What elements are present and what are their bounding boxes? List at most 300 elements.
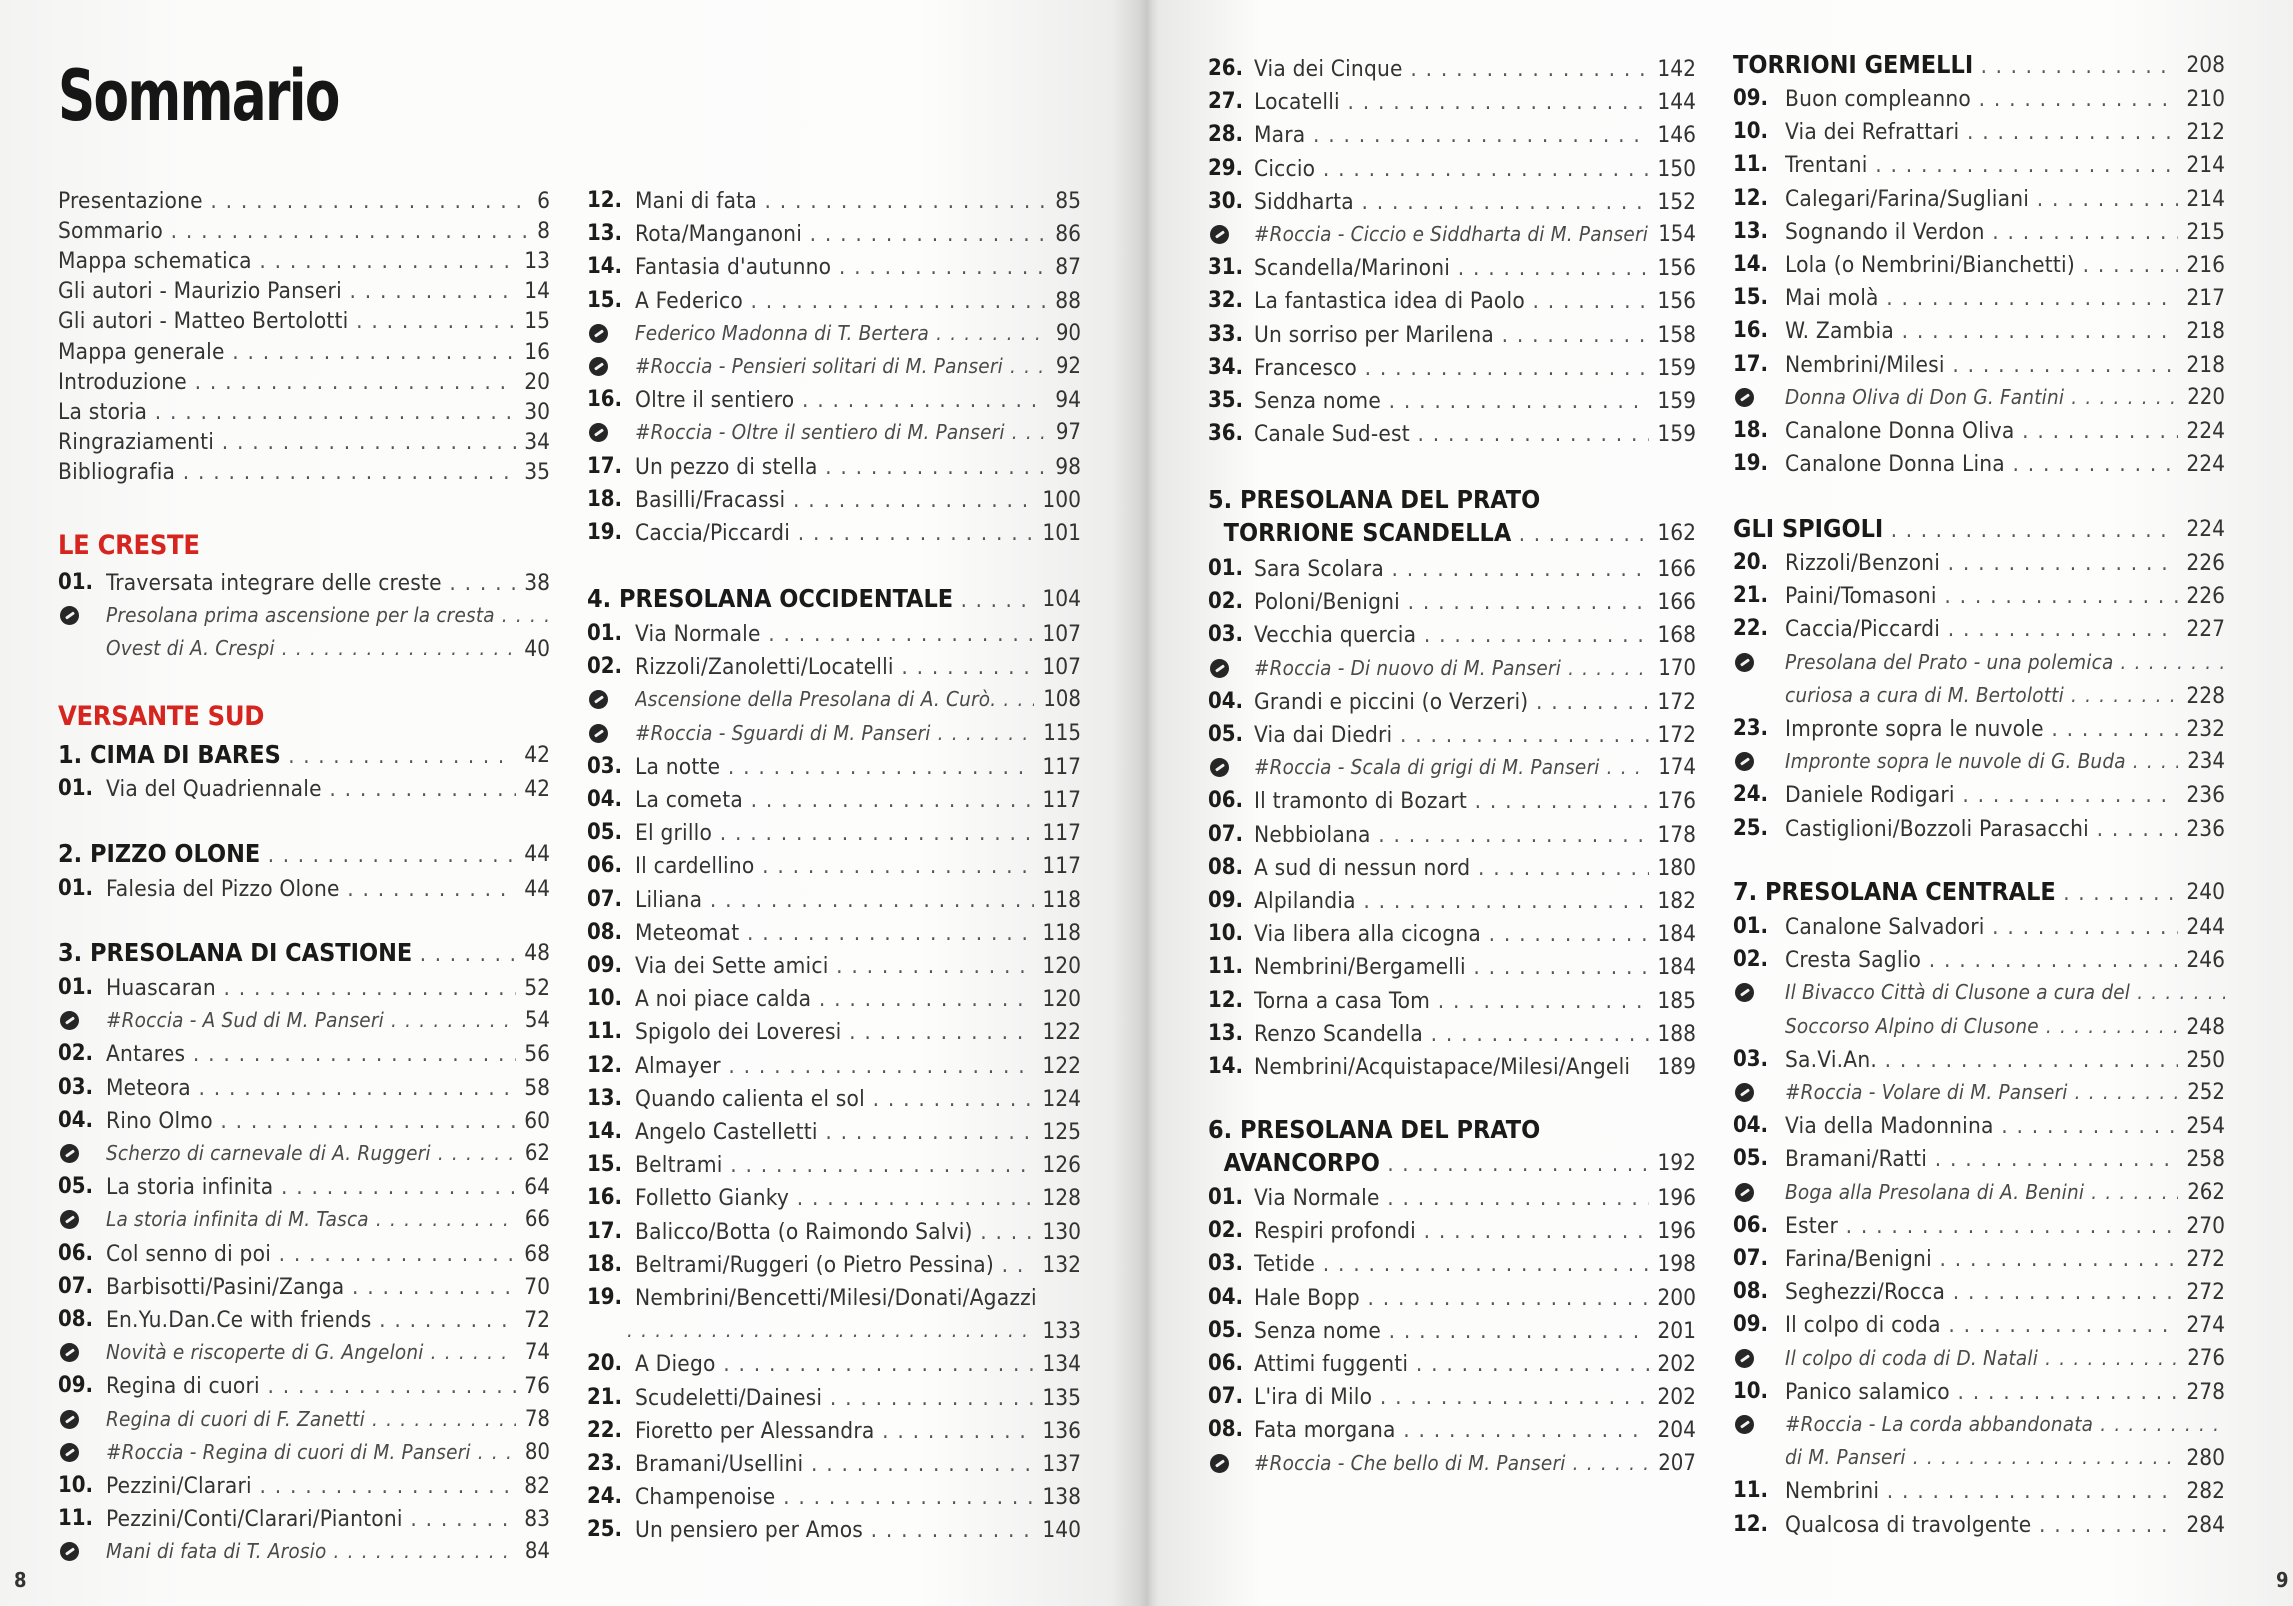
section-heading bbox=[1208, 485, 1696, 519]
entry-page: 87 bbox=[1055, 254, 1081, 281]
rock-climbing-icon bbox=[60, 606, 79, 625]
toc-entry bbox=[587, 1252, 1081, 1282]
toc-entry bbox=[587, 454, 1081, 484]
page-number-left: 8 bbox=[14, 1568, 27, 1592]
entry-page: 236 bbox=[2186, 782, 2225, 809]
toc-entry-continuation bbox=[1733, 683, 2225, 713]
entry-number: 13. bbox=[587, 1085, 623, 1111]
entry-number: 23. bbox=[587, 1451, 623, 1476]
toc-note-entry bbox=[1733, 980, 2225, 1010]
entry-page: 38 bbox=[524, 570, 550, 596]
entry-page: 120 bbox=[1042, 986, 1081, 1013]
entry-page: 156 bbox=[1657, 288, 1696, 315]
rock-climbing-icon bbox=[1210, 659, 1229, 678]
toc-entry bbox=[58, 876, 550, 906]
entry-title: Attimi fuggenti . . . bbox=[1254, 1351, 1649, 1377]
entry-page: 78 bbox=[524, 1406, 550, 1432]
entry-title: Nembrini/Acquistapace/Milesi/Angeli bbox=[1254, 1054, 1631, 1080]
toc-entry bbox=[1733, 1047, 2225, 1077]
entry-title: La notte . . . bbox=[635, 754, 1034, 780]
entry-title: Vecchia quercia . . . bbox=[1254, 622, 1649, 648]
entry-title: Antares . . . bbox=[106, 1041, 516, 1067]
toc-note-entry bbox=[1733, 1080, 2225, 1110]
entry-number: 18. bbox=[1733, 418, 1769, 443]
rock-climbing-icon bbox=[60, 1343, 79, 1362]
toc-entry bbox=[587, 1119, 1081, 1149]
entry-page: 108 bbox=[1043, 687, 1081, 713]
entry-title: Caccia/Piccardi . . . bbox=[635, 520, 1034, 546]
entry-number: 19. bbox=[587, 1285, 623, 1310]
entry-page: 128 bbox=[1042, 1185, 1081, 1212]
entry-page: 6 bbox=[537, 188, 550, 214]
entry-title: Novità e riscoperte di G. Angeloni . . . bbox=[106, 1340, 516, 1364]
toc-entry bbox=[58, 218, 550, 248]
toc-entry bbox=[587, 1086, 1081, 1116]
entry-page: 278 bbox=[2186, 1378, 2225, 1405]
toc-entry bbox=[1733, 152, 2225, 182]
toc-entry bbox=[58, 188, 550, 218]
entry-title: #Roccia - Ciccio e Siddharta di M. Panseri bbox=[1254, 222, 1649, 246]
entry-number: 01. bbox=[1208, 1185, 1244, 1210]
toc-entry bbox=[587, 188, 1081, 218]
toc-entry bbox=[1208, 622, 1696, 652]
toc-entry bbox=[58, 1373, 550, 1403]
entry-page: 60 bbox=[524, 1107, 550, 1134]
entry-title bbox=[627, 1318, 1026, 1342]
rock-climbing-icon bbox=[60, 1542, 79, 1561]
section-heading bbox=[587, 584, 1081, 618]
toc-entry bbox=[1208, 822, 1696, 852]
toc-entry bbox=[58, 1041, 550, 1071]
entry-title: Calegari/Farina/Sugliani . . . bbox=[1785, 186, 2178, 212]
entry-title: Francesco . . . bbox=[1254, 355, 1649, 381]
entry-page: 246 bbox=[2186, 947, 2225, 974]
entry-number: 08. bbox=[1208, 1417, 1244, 1443]
entry-page: 80 bbox=[524, 1439, 550, 1465]
entry-page: 97 bbox=[1055, 420, 1081, 446]
entry-page: 134 bbox=[1042, 1351, 1081, 1378]
entry-page: 76 bbox=[524, 1373, 550, 1400]
entry-title: Basilli/Fracassi . . . bbox=[635, 487, 1034, 513]
entry-number: 16. bbox=[1733, 318, 1769, 344]
toc-entry bbox=[1208, 988, 1696, 1018]
entry-page: 182 bbox=[1657, 888, 1696, 914]
entry-page: 20 bbox=[524, 368, 550, 395]
entry-page: 284 bbox=[2186, 1511, 2225, 1538]
entry-page: 270 bbox=[2186, 1212, 2225, 1239]
entry-page: 117 bbox=[1042, 820, 1081, 847]
entry-number: 05. bbox=[1208, 722, 1244, 747]
entry-page: 83 bbox=[524, 1506, 550, 1533]
toc-note-entry bbox=[1208, 222, 1696, 252]
entry-number: 31. bbox=[1208, 255, 1244, 281]
entry-number: 02. bbox=[1208, 589, 1244, 615]
rock-climbing-icon bbox=[589, 423, 608, 442]
toc-entry bbox=[1733, 318, 2225, 348]
entry-number: 25. bbox=[587, 1517, 623, 1543]
toc-entry bbox=[1208, 1285, 1696, 1315]
toc-entry bbox=[587, 1351, 1081, 1381]
toc-entry bbox=[1208, 56, 1696, 86]
entry-page: 152 bbox=[1657, 188, 1696, 215]
entry-page: 16 bbox=[524, 338, 550, 365]
toc-entry bbox=[1733, 947, 2225, 977]
entry-title: #Roccia - Di nuovo di M. Panseri . . . bbox=[1254, 656, 1649, 680]
entry-title: Nembrini . . . bbox=[1785, 1478, 2178, 1504]
entry-number: 12. bbox=[1733, 1511, 1769, 1537]
toc-entry bbox=[587, 1053, 1081, 1083]
entry-page: 244 bbox=[2186, 914, 2225, 940]
entry-title: Regina di cuori . . . bbox=[106, 1373, 516, 1399]
entry-page: 13 bbox=[524, 248, 550, 275]
rock-climbing-icon bbox=[1735, 653, 1754, 672]
entry-title: Daniele Rodigari . . . bbox=[1785, 782, 2178, 808]
toc-entry bbox=[1208, 355, 1696, 385]
entry-title: Panico salamico . . . bbox=[1785, 1379, 2178, 1405]
entry-number: 04. bbox=[1733, 1113, 1769, 1139]
entry-page: 159 bbox=[1657, 354, 1696, 381]
toc-entry bbox=[1733, 1512, 2225, 1542]
toc-entry bbox=[58, 975, 550, 1005]
entry-number: 15. bbox=[587, 1152, 623, 1178]
entry-title: Trentani . . . bbox=[1785, 152, 2178, 178]
entry-number: 02. bbox=[1208, 1218, 1244, 1244]
toc-entry bbox=[587, 1185, 1081, 1215]
entry-number: 13. bbox=[1208, 1020, 1244, 1046]
toc-entry bbox=[587, 920, 1081, 950]
toc-entry bbox=[587, 1451, 1081, 1481]
entry-title: Mai molà . . . bbox=[1785, 285, 2178, 311]
entry-number: 01. bbox=[58, 776, 94, 801]
toc-entry bbox=[587, 953, 1081, 983]
toc-entry bbox=[1733, 914, 2225, 944]
entry-number: 04. bbox=[1208, 688, 1244, 714]
section-page: 208 bbox=[2186, 52, 2225, 78]
entry-title: Gli autori - Matteo Bertolotti . . . bbox=[58, 308, 516, 334]
entry-title: Respiri profondi . . . bbox=[1254, 1218, 1649, 1244]
section-heading bbox=[1733, 514, 2225, 548]
entry-page: 252 bbox=[2187, 1080, 2225, 1105]
entry-title: Oltre il sentiero . . . bbox=[635, 387, 1047, 413]
toc-note-entry bbox=[1733, 1180, 2225, 1210]
rock-climbing-icon bbox=[1735, 983, 1754, 1002]
entry-title: Un sorriso per Marilena . . . bbox=[1254, 322, 1649, 348]
entry-number: 06. bbox=[1208, 1351, 1244, 1376]
entry-title: Rota/Manganoni . . . bbox=[635, 221, 1047, 247]
entry-number: 10. bbox=[1733, 119, 1769, 145]
entry-title: Mani di fata . . . bbox=[635, 188, 1047, 214]
entry-page: 250 bbox=[2186, 1046, 2225, 1073]
toc-note-entry bbox=[58, 1141, 550, 1171]
entry-page: 122 bbox=[1042, 1019, 1081, 1046]
entry-title: Presolana prima ascensione per la cresta . . . bbox=[106, 603, 550, 627]
entry-page: 30 bbox=[524, 398, 550, 425]
entry-title: Qualcosa di travolgente . . . bbox=[1785, 1512, 2178, 1538]
rock-climbing-icon bbox=[60, 1144, 79, 1163]
section-title: 7. PRESOLANA CENTRALE . . . bbox=[1733, 877, 2176, 906]
toc-note-entry bbox=[587, 721, 1081, 751]
entry-page: 214 bbox=[2186, 185, 2225, 212]
entry-page: 35 bbox=[524, 458, 550, 485]
entry-title: Canale Sud-est . . . bbox=[1254, 421, 1649, 447]
entry-title: Il cardellino . . . bbox=[635, 853, 1034, 879]
entry-page: 274 bbox=[2186, 1312, 2225, 1339]
entry-title: Il colpo di coda di D. Natali . . . bbox=[1785, 1346, 2178, 1370]
entry-page: 42 bbox=[524, 776, 550, 802]
entry-title: Pezzini/Conti/Clarari/Piantoni . . . bbox=[106, 1506, 516, 1532]
entry-number: 27. bbox=[1208, 89, 1244, 115]
toc-entry bbox=[58, 1108, 550, 1138]
entry-title: Via della Madonnina . . . bbox=[1785, 1113, 2178, 1139]
entry-page: 218 bbox=[2186, 351, 2225, 378]
toc-entry bbox=[587, 1219, 1081, 1249]
entry-title: Senza nome . . . bbox=[1254, 1318, 1649, 1344]
entry-page: 86 bbox=[1055, 221, 1081, 248]
entry-number: 03. bbox=[1208, 622, 1244, 648]
toc-entry bbox=[1733, 1146, 2225, 1176]
entry-title: Mani di fata di T. Arosio . . . bbox=[106, 1539, 516, 1563]
toc-entry bbox=[587, 1418, 1081, 1448]
entry-number: 19. bbox=[1733, 451, 1769, 477]
entry-page: 166 bbox=[1657, 556, 1696, 582]
entry-page: 198 bbox=[1657, 1251, 1696, 1278]
entry-page: 207 bbox=[1658, 1450, 1696, 1476]
entry-page: 204 bbox=[1657, 1417, 1696, 1444]
entry-title: #Roccia - Scala di grigi di M. Panseri . . . bbox=[1254, 755, 1649, 779]
book-gutter bbox=[1138, 0, 1158, 1606]
toc-entry bbox=[58, 1174, 550, 1204]
entry-title: Sa.Vi.An. . . . bbox=[1785, 1047, 2178, 1073]
toc-note-entry bbox=[1733, 385, 2225, 415]
entry-number: 14. bbox=[587, 254, 623, 280]
entry-number: 35. bbox=[1208, 388, 1244, 413]
entry-page: 107 bbox=[1042, 621, 1081, 647]
toc-entry bbox=[1733, 119, 2225, 149]
entry-page: 174 bbox=[1658, 755, 1696, 781]
entry-title: Almayer . . . bbox=[635, 1053, 1034, 1079]
entry-page: 189 bbox=[1657, 1054, 1696, 1080]
toc-entry bbox=[58, 1274, 550, 1304]
entry-page: 135 bbox=[1042, 1384, 1081, 1411]
entry-title: Ciccio . . . bbox=[1254, 156, 1649, 182]
toc-entry bbox=[1733, 616, 2225, 646]
rock-climbing-icon bbox=[1210, 1454, 1229, 1473]
entry-number: 29. bbox=[1208, 155, 1244, 181]
rock-climbing-icon bbox=[1735, 1183, 1754, 1202]
toc-entry bbox=[1208, 888, 1696, 918]
entry-title: #Roccia - La corda abbandonata . . . bbox=[1785, 1412, 2225, 1436]
section-heading bbox=[58, 839, 550, 873]
entry-title: Fioretto per Alessandra . . . bbox=[635, 1418, 1034, 1444]
section-title: TORRIONE SCANDELLA . . . bbox=[1208, 518, 1647, 547]
entry-page: 220 bbox=[2187, 384, 2225, 410]
entry-title: Spigolo dei Loveresi . . . bbox=[635, 1019, 1034, 1045]
entry-page: 92 bbox=[1055, 354, 1081, 379]
entry-number: 28. bbox=[1208, 122, 1244, 148]
toc-note-entry bbox=[58, 1340, 550, 1370]
toc-entry bbox=[1733, 451, 2225, 481]
entry-title: Seghezzi/Rocca . . . bbox=[1785, 1279, 2178, 1305]
section-heading bbox=[58, 740, 550, 774]
entry-page: 226 bbox=[2186, 550, 2225, 576]
entry-number: 10. bbox=[58, 1473, 94, 1498]
entry-title: Presentazione . . . bbox=[58, 188, 529, 214]
section-title: TORRIONI GEMELLI . . . bbox=[1733, 50, 2176, 79]
entry-page: 146 bbox=[1657, 122, 1696, 149]
entry-title: Via Normale . . . bbox=[635, 621, 1034, 647]
toc-entry bbox=[58, 1473, 550, 1503]
toc-entry bbox=[587, 1517, 1081, 1547]
entry-number: 08. bbox=[1208, 854, 1244, 880]
entry-page: 90 bbox=[1055, 320, 1081, 346]
toc-entry bbox=[587, 387, 1081, 417]
entry-page: 272 bbox=[2186, 1279, 2225, 1306]
toc-entry bbox=[587, 754, 1081, 784]
toc-entry bbox=[1733, 1246, 2225, 1276]
entry-page: 280 bbox=[2186, 1445, 2225, 1472]
toc-entry bbox=[587, 654, 1081, 684]
entry-title: Nembrini/Bergamelli . . . bbox=[1254, 954, 1649, 980]
entry-page: 216 bbox=[2186, 252, 2225, 278]
entry-number: 15. bbox=[587, 287, 623, 313]
toc-entry bbox=[1208, 589, 1696, 619]
section-title: 4. PRESOLANA OCCIDENTALE . . . bbox=[587, 584, 1032, 613]
entry-title: Rino Olmo . . . bbox=[106, 1108, 516, 1134]
entry-number: 10. bbox=[587, 986, 623, 1012]
entry-number: 05. bbox=[1733, 1146, 1769, 1172]
entry-title: Cresta Saglio . . . bbox=[1785, 947, 2178, 973]
toc-entry bbox=[1733, 816, 2225, 846]
entry-title: La storia . . . bbox=[58, 399, 516, 425]
rock-climbing-icon bbox=[589, 690, 608, 709]
toc-note-entry bbox=[58, 1539, 550, 1569]
entry-title: Bramani/Usellini . . . bbox=[635, 1451, 1034, 1477]
toc-entry bbox=[1208, 388, 1696, 418]
entry-page: 212 bbox=[2186, 119, 2225, 146]
entry-page: 224 bbox=[2186, 451, 2225, 478]
toc-entry bbox=[1733, 186, 2225, 216]
entry-title: Via dei Cinque . . . bbox=[1254, 56, 1649, 82]
toc-entry bbox=[58, 1241, 550, 1271]
entry-title: Il Bivacco Città di Clusone a cura del . . . bbox=[1785, 980, 2225, 1004]
entry-number: 16. bbox=[587, 1185, 623, 1211]
entry-title: Mappa generale . . . bbox=[58, 339, 516, 365]
toc-entry bbox=[1208, 255, 1696, 285]
entry-title: Scudeletti/Dainesi . . . bbox=[635, 1385, 1034, 1411]
entry-page: 8 bbox=[537, 218, 550, 245]
entry-page: 44 bbox=[524, 876, 550, 902]
page-title: Sommario bbox=[58, 55, 339, 137]
toc-entry bbox=[58, 1506, 550, 1536]
entry-number: 24. bbox=[587, 1484, 623, 1510]
area-heading: VERSANTE SUD bbox=[58, 701, 265, 732]
rock-climbing-icon bbox=[1735, 388, 1754, 407]
entry-page: 232 bbox=[2186, 716, 2225, 742]
entry-number: 23. bbox=[1733, 716, 1769, 741]
toc-entry bbox=[58, 339, 550, 369]
entry-number: 01. bbox=[58, 570, 94, 595]
entry-number: 07. bbox=[587, 886, 623, 912]
entry-page: 224 bbox=[2186, 418, 2225, 444]
section-title: 5. PRESOLANA DEL PRATO bbox=[1208, 485, 1541, 514]
entry-number: 07. bbox=[1733, 1246, 1769, 1271]
entry-title: Via libera alla cicogna . . . bbox=[1254, 921, 1649, 947]
entry-number: 11. bbox=[1733, 1478, 1769, 1504]
entry-number: 06. bbox=[587, 853, 623, 879]
toc-note-entry bbox=[1733, 650, 2225, 680]
section-heading bbox=[1208, 518, 1696, 552]
toc-entry bbox=[1733, 252, 2225, 282]
entry-page: 118 bbox=[1042, 919, 1081, 946]
entry-page: 52 bbox=[524, 975, 550, 1001]
toc-note-entry bbox=[1733, 1412, 2225, 1442]
entry-number: 11. bbox=[1208, 954, 1244, 980]
toc-entry bbox=[1208, 921, 1696, 951]
entry-number: 03. bbox=[587, 753, 623, 779]
entry-title: Lola (o Nembrini/Bianchetti) . . . bbox=[1785, 252, 2178, 278]
entry-title: En.Yu.Dan.Ce with friends . . . bbox=[106, 1307, 516, 1333]
entry-number: 18. bbox=[587, 486, 623, 512]
entry-page: 234 bbox=[2187, 749, 2225, 775]
entry-title: Ovest di A. Crespi . . . bbox=[106, 636, 516, 660]
section-page: 44 bbox=[524, 841, 550, 867]
toc-entry bbox=[1208, 1384, 1696, 1414]
entry-number: 01. bbox=[1733, 914, 1769, 939]
entry-title: #Roccia - Pensieri solitari di M. Panseri . . . bbox=[635, 354, 1047, 378]
entry-title: Federico Madonna di T. Bertera . . . bbox=[635, 321, 1047, 345]
entry-page: 254 bbox=[2186, 1113, 2225, 1140]
toc-entry bbox=[1208, 1417, 1696, 1447]
entry-page: 62 bbox=[524, 1141, 550, 1166]
toc-entry bbox=[58, 1075, 550, 1105]
entry-number: 12. bbox=[1208, 987, 1244, 1013]
entry-page: 14 bbox=[524, 278, 550, 305]
entry-number: 21. bbox=[587, 1384, 623, 1410]
section-page: 42 bbox=[524, 742, 550, 768]
entry-number: 12. bbox=[587, 1052, 623, 1078]
entry-title: di M. Panseri . . . bbox=[1785, 1445, 2178, 1469]
toc-entry bbox=[587, 254, 1081, 284]
entry-title: Ascensione della Presolana di A. Curò. . . . bbox=[635, 687, 1034, 711]
rock-climbing-icon bbox=[60, 1011, 79, 1030]
entry-title: Rizzoli/Zanoletti/Locatelli . . . bbox=[635, 654, 1034, 680]
entry-title: Via dei Sette amici . . . bbox=[635, 953, 1034, 979]
entry-title: Beltrami . . . bbox=[635, 1152, 1034, 1178]
entry-number: 14. bbox=[1733, 252, 1769, 277]
entry-number: 09. bbox=[58, 1373, 94, 1399]
entry-number: 10. bbox=[1208, 921, 1244, 947]
toc-entry bbox=[1208, 954, 1696, 984]
entry-page: 66 bbox=[524, 1207, 550, 1233]
entry-page: 115 bbox=[1043, 720, 1081, 746]
section-page: 162 bbox=[1657, 520, 1696, 546]
toc-entry bbox=[1733, 782, 2225, 812]
entry-page: 107 bbox=[1042, 654, 1081, 681]
entry-page: 64 bbox=[524, 1174, 550, 1201]
entry-page: 40 bbox=[524, 636, 550, 663]
entry-page: 159 bbox=[1657, 388, 1696, 414]
entry-page: 34 bbox=[524, 428, 550, 455]
toc-note-entry bbox=[1208, 656, 1696, 686]
toc-entry bbox=[1208, 122, 1696, 152]
section-page: 104 bbox=[1042, 586, 1081, 612]
entry-number: 16. bbox=[587, 387, 623, 413]
entry-title: Boga alla Presolana di A. Benini . . . bbox=[1785, 1180, 2178, 1204]
entry-title: curiosa a cura di M. Bertolotti . . . bbox=[1785, 683, 2178, 707]
toc-entry bbox=[587, 520, 1081, 550]
entry-page: 262 bbox=[2187, 1179, 2225, 1205]
section-title: 3. PRESOLANA DI CASTIONE . . . bbox=[58, 938, 514, 967]
